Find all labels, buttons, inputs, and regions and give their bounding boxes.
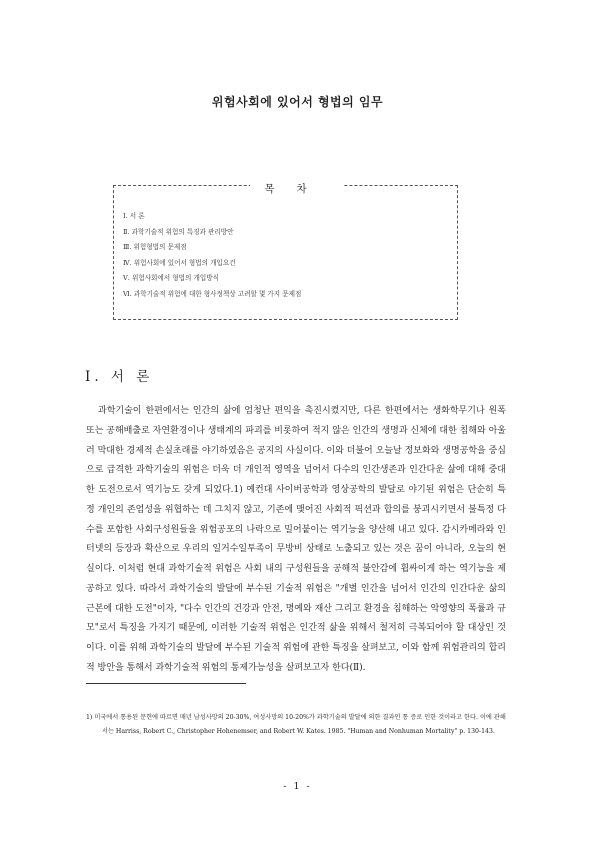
- toc-item: Ⅱ. 과학기술적 위험의 특징과 관리방안: [123, 227, 234, 236]
- toc-item: Ⅲ. 위험형법의 문제점: [123, 243, 187, 251]
- toc-item: Ⅳ. 위험사회에 있어서 형법의 개입요건: [123, 258, 236, 267]
- section-heading: Ⅰ. 서 론: [85, 369, 154, 385]
- page-number: - 1 -: [283, 781, 312, 792]
- table-of-contents: [113, 185, 458, 320]
- footnote-divider: [86, 683, 246, 684]
- toc-item: Ⅴ. 위험사회에서 형법의 개입방식: [123, 274, 219, 282]
- toc-header: [114, 177, 457, 196]
- document-title: 위험사회에 있어서 형법의 임무: [211, 95, 384, 109]
- toc-header-label: 목차: [250, 183, 342, 195]
- footnote: 1) 미국에서 통용된 문헌에 따르면 매년 남성사망의 20-30%, 여성사망의 10-20%가 과학기술의 발달에 의한 결과인 통 증로 인한 것이라고 한다. 이에 관해서는 Harriss, Robert C., Christopher Hohenemser, and Robert W. Kates. 1985. "Human and Nonhuman Mortality" p. 130-143.: [86, 714, 506, 735]
- toc-item: Ⅵ. 과학기술적 위험에 대한 형사정책상 고려할 몇 가지 문제점: [123, 289, 302, 298]
- toc-item: Ⅰ. 서 론: [123, 212, 145, 220]
- body-paragraph: 과학기술이 한편에서는 인간의 삶에 엄청난 편익을 촉진시켰지만, 다른 한편에서는 생화학무기나 원폭 또는 공해배출로 자연환경이나 생태계의 파괴를 비롯하여 적지 않은 인간의 생명과 신체에 대한 침해와 아울러 막대한 경제적 손실초래를 야기하였음은 공지의 사실이다. 이와 더불어 오늘날 정보화와 생명공학을 중심으로 급격한 과학기술의 위험은 더욱 더 개인적 영역을 넘어서 다수의 인간생존과 인간다운 삶에 대해 중대한 도전으로서 역기능도 갖게 되었다.1) 예컨대 사이버공학과 영상공학의 발달로 야기된 위험은 단순히 특정 개인의 존엄성을 위협하는 데 그치지 않고, 기존에 맺어진 사회적 픽션과 합의를 붕괴시키면서 불특정 다수를 포함한 사회구성원들을 위험공포의 나락으로 밀어붙이는 역기능을 양산해 내고 있다. 감시카메라와 인터넷의 등장과 확산으로 우리의 일거수일투족이 무방비 상태로 노출되고 있는 것은 꿈이 아니라, 오늘의 현실이다. 이처럼 현대 과학기술적 위험은 사회 내의 구성원들을 공해적 불안감에 휩싸이게 하는 역기능을 제공하고 있다. 따라서 과학기술의 발달에 부수된 기술적 위험은 "개별 인간을 넘어서 인간의 인간다운 삶의 근본에 대한 도전"이자, "다수 인간의 건강과 안전, 명예와 재산 그리고 환경을 침해하는 악영향의 폭률과 규모"로서 특징을 가지기 때문에, 이러한 기술적 위험은 인간적 삶을 위해서 철저히 극복되어야 할 대상인 것이다. 이를 위해 과학기술의 발달에 부수된 기술적 위험에 관한 특징을 살펴보고, 이와 함께 위험관리의 합리적 방안을 통해서 과학기술적 위험의 통제가능성을 살펴보고자 한다(Ⅱ).: [86, 406, 506, 673]
- toc-list: [123, 209, 301, 302]
